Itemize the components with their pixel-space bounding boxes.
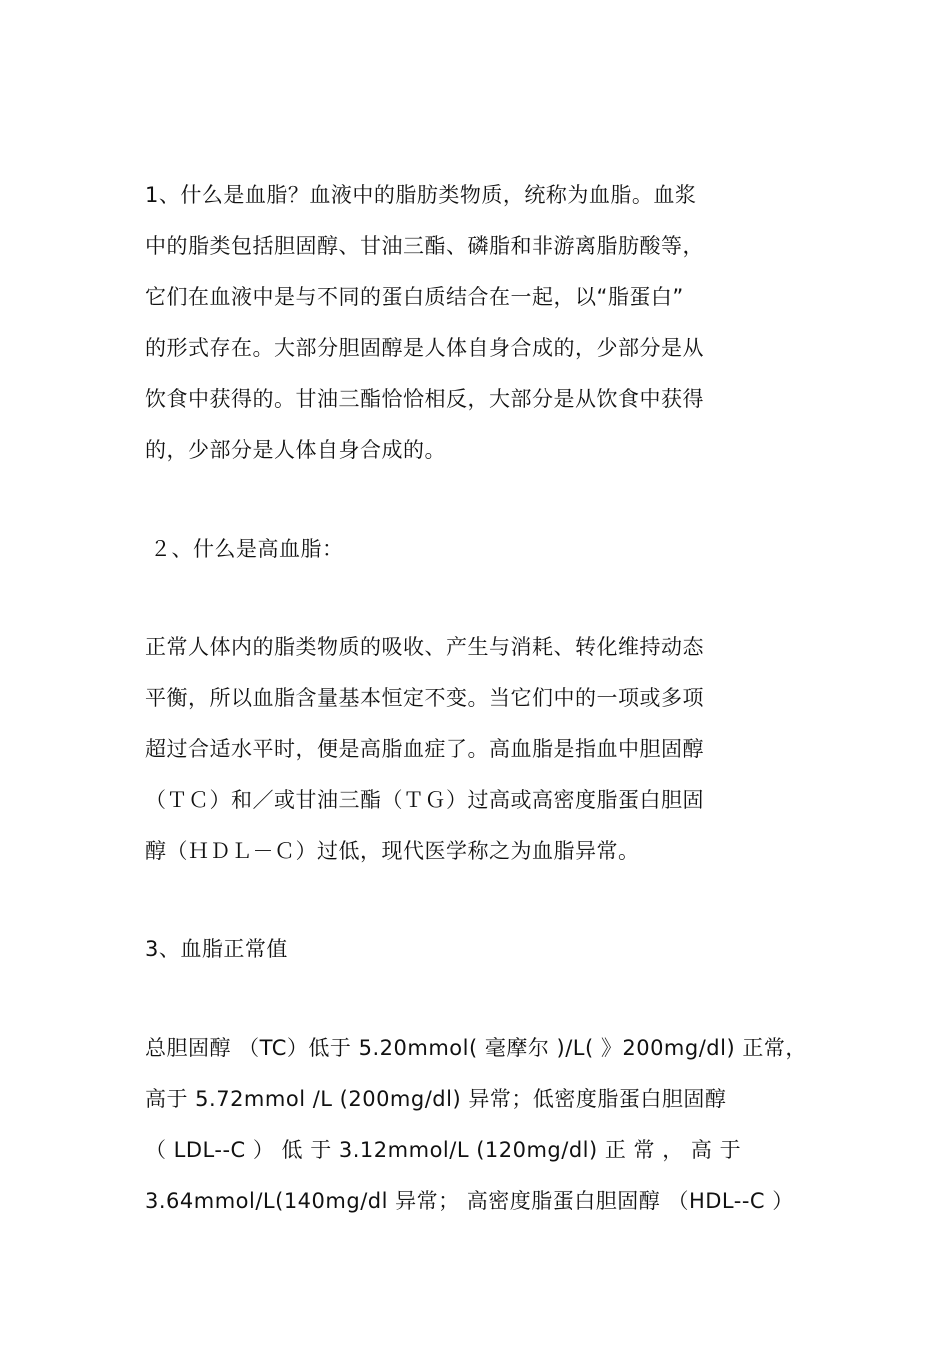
paragraph-1-line-6: 的，少部分是人体自身合成的。 (145, 438, 446, 462)
paragraph-3-line-3: （ LDL--C ） 低 于 3.12mmol/L (120mg/dl) 正 常 ， 高 于 (145, 1138, 742, 1162)
paragraph-2-line-3: 超过合适水平时，便是高脂血症了。高血脂是指血中胆固醇 (145, 737, 704, 761)
paragraph-3-line-1: 总胆固醇 （TC）低于 5.20mmol( 毫摩尔 )/L( 》200mg/dl) 正常， (145, 1036, 807, 1060)
paragraph-3-line-4: 3.64mmol/L(140mg/dl 异常； 高密度脂蛋白胆固醇 （HDL--C ） (145, 1189, 794, 1213)
section-2-heading: ２、什么是高血脂： (150, 537, 344, 561)
paragraph-2-line-5: 醇（ＨＤＬ－Ｃ）过低，现代医学称之为血脂异常。 (145, 839, 640, 863)
section-3-heading: 3、血脂正常值 (145, 937, 288, 961)
paragraph-2-line-1: 正常人体内的脂类物质的吸收、产生与消耗、转化维持动态 (145, 635, 704, 659)
paragraph-1-line-4: 的形式存在。大部分胆固醇是人体自身合成的，少部分是从 (145, 336, 704, 360)
paragraph-3-line-2: 高于 5.72mmol /L (200mg/dl) 异常；低密度脂蛋白胆固醇 (145, 1087, 727, 1111)
paragraph-1-line-3: 它们在血液中是与不同的蛋白质结合在一起，以“脂蛋白” (145, 285, 684, 309)
paragraph-2-line-4: （ＴＣ）和／或甘油三酯（ＴＧ）过高或高密度脂蛋白胆固 (145, 788, 704, 812)
paragraph-2-line-2: 平衡，所以血脂含量基本恒定不变。当它们中的一项或多项 (145, 686, 704, 710)
paragraph-1-line-1: 1、什么是血脂？血液中的脂肪类物质，统称为血脂。血浆 (145, 183, 697, 207)
paragraph-1-line-5: 饮食中获得的。甘油三酯恰恰相反，大部分是从饮食中获得 (145, 387, 704, 411)
paragraph-1-line-2: 中的脂类包括胆固醇、甘油三酯、磷脂和非游离脂肪酸等， (145, 234, 704, 258)
